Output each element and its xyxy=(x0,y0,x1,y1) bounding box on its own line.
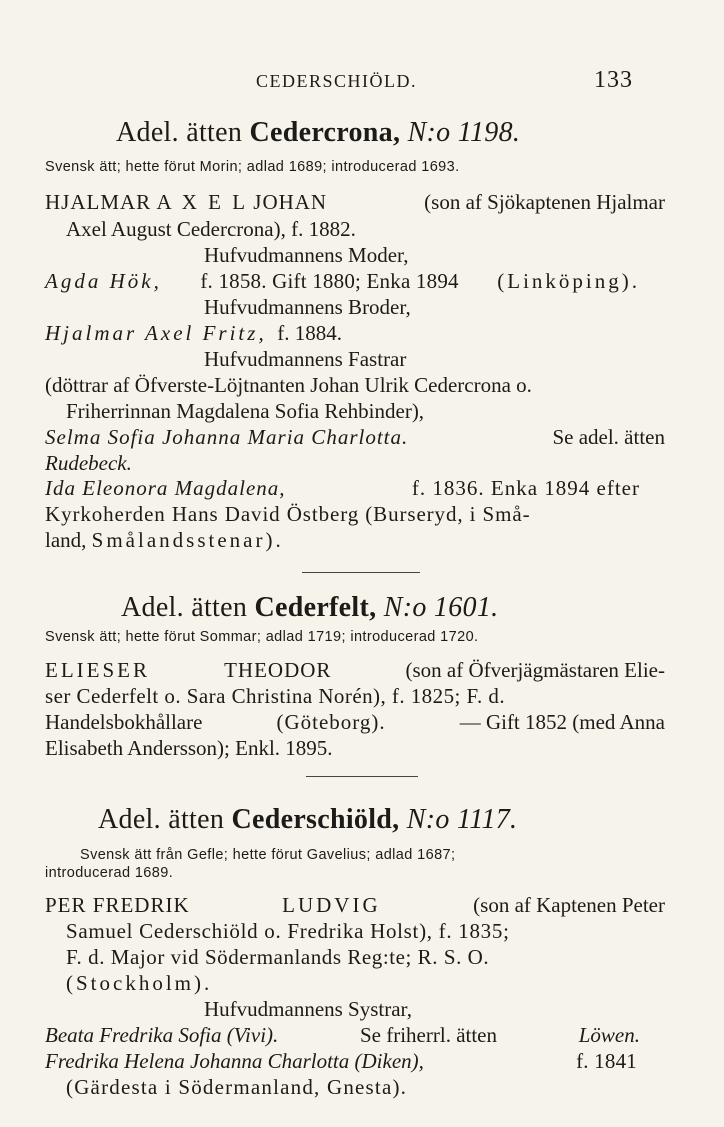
heading-family: Cederfelt, xyxy=(254,592,377,623)
entry-line: ser Cederfelt o. Sara Christina Norén), f. 1825; F. d. xyxy=(45,684,506,708)
entry-line: Axel August Cedercrona), f. 1882. xyxy=(66,217,356,241)
entry-line: Agda Hök, f. 1858. Gift 1880; Enka 1894 (Linköping). xyxy=(45,269,640,293)
entry-line: PER FREDRIK LUDVIG (son af Kaptenen Peter xyxy=(45,893,665,917)
entry-line: F. d. Major vid Södermanlands Reg:te; R. S. O. xyxy=(66,945,490,969)
section-intro: Svensk ätt från Gefle; hette förut Gavelius; adlad 1687; xyxy=(80,847,456,863)
section-divider xyxy=(306,776,418,777)
entry-line: Ida Eleonora Magdalena, f. 1836. Enka 1894 efter xyxy=(45,476,640,500)
heading-family: Cederschiöld, xyxy=(231,804,400,835)
running-title: CEDERSCHIÖLD. xyxy=(256,71,418,91)
entry-line: Samuel Cederschiöld o. Fredrika Holst), f. 1835; xyxy=(66,919,510,943)
entry-line: Elisabeth Andersson); Enkl. 1895. xyxy=(45,736,333,760)
given-names: HJALMAR A X E L JOHAN xyxy=(45,190,328,214)
entry-line: Selma Sofia Johanna Maria Charlotta. Se adel. ätten xyxy=(45,425,665,449)
heading-number: N:o 1198. xyxy=(407,117,521,148)
page-number: 133 xyxy=(594,67,633,93)
heading-number: N:o 1117. xyxy=(406,804,518,835)
section-intro: Svensk ätt; hette förut Sommar; adlad 1719; introducerad 1720. xyxy=(45,629,479,645)
heading-prefix: Adel. ätten xyxy=(98,804,225,835)
entry-line: ELIESER THEODOR (son af Öfverjägmästaren Elie- xyxy=(45,658,665,682)
subheading: Hufvudmannens Fastrar xyxy=(204,347,407,371)
section-heading-cederfelt xyxy=(121,594,498,622)
entry-line: (Stockholm). xyxy=(66,971,213,995)
heading-family: Cedercrona, xyxy=(249,117,401,148)
entry-line: (döttrar af Öfverste-Löjtnanten Johan Ulrik Cedercrona o. xyxy=(45,373,532,397)
section-intro: Svensk ätt; hette förut Morin; adlad 1689; introducerad 1693. xyxy=(45,159,460,175)
entry-line: land, Smålandsstenar). xyxy=(45,528,284,552)
subheading: Hufvudmannens Broder, xyxy=(204,295,411,319)
section-divider xyxy=(302,572,420,573)
entry-line: Beata Fredrika Sofia (Vivi). Se friherrl. ätten Löwen. xyxy=(45,1023,640,1047)
entry-line: Friherrinnan Magdalena Sofia Rehbinder), xyxy=(66,399,425,423)
entry-line: Kyrkoherden Hans David Östberg (Burseryd, i Små- xyxy=(45,502,531,526)
entry-line: HJALMAR A X E L JOHAN (son af Sjökaptenen Hjalmar xyxy=(45,190,665,214)
subheading: Hufvudmannens Moder, xyxy=(204,243,409,267)
heading-prefix: Adel. ätten xyxy=(121,592,248,623)
entry-line: (Gärdesta i Södermanland, Gnesta). xyxy=(66,1075,408,1099)
section-heading-cederschiold xyxy=(98,806,517,834)
heading-number: N:o 1601. xyxy=(383,592,499,623)
section-intro: introducerad 1689. xyxy=(45,865,174,881)
running-head xyxy=(0,67,724,97)
entry-line: Hjalmar Axel Fritz, f. 1884. xyxy=(45,321,342,345)
section-heading-cedercrona xyxy=(116,119,520,147)
subheading: Hufvudmannens Systrar, xyxy=(204,997,412,1021)
entry-line: Fredrika Helena Johanna Charlotta (Diken), f. 1841 xyxy=(45,1049,637,1073)
entry-line: Rudebeck. xyxy=(45,451,132,475)
heading-prefix: Adel. ätten xyxy=(116,117,243,148)
entry-line: Handelsbokhållare (Göteborg). — Gift 1852 (med Anna xyxy=(45,710,665,734)
